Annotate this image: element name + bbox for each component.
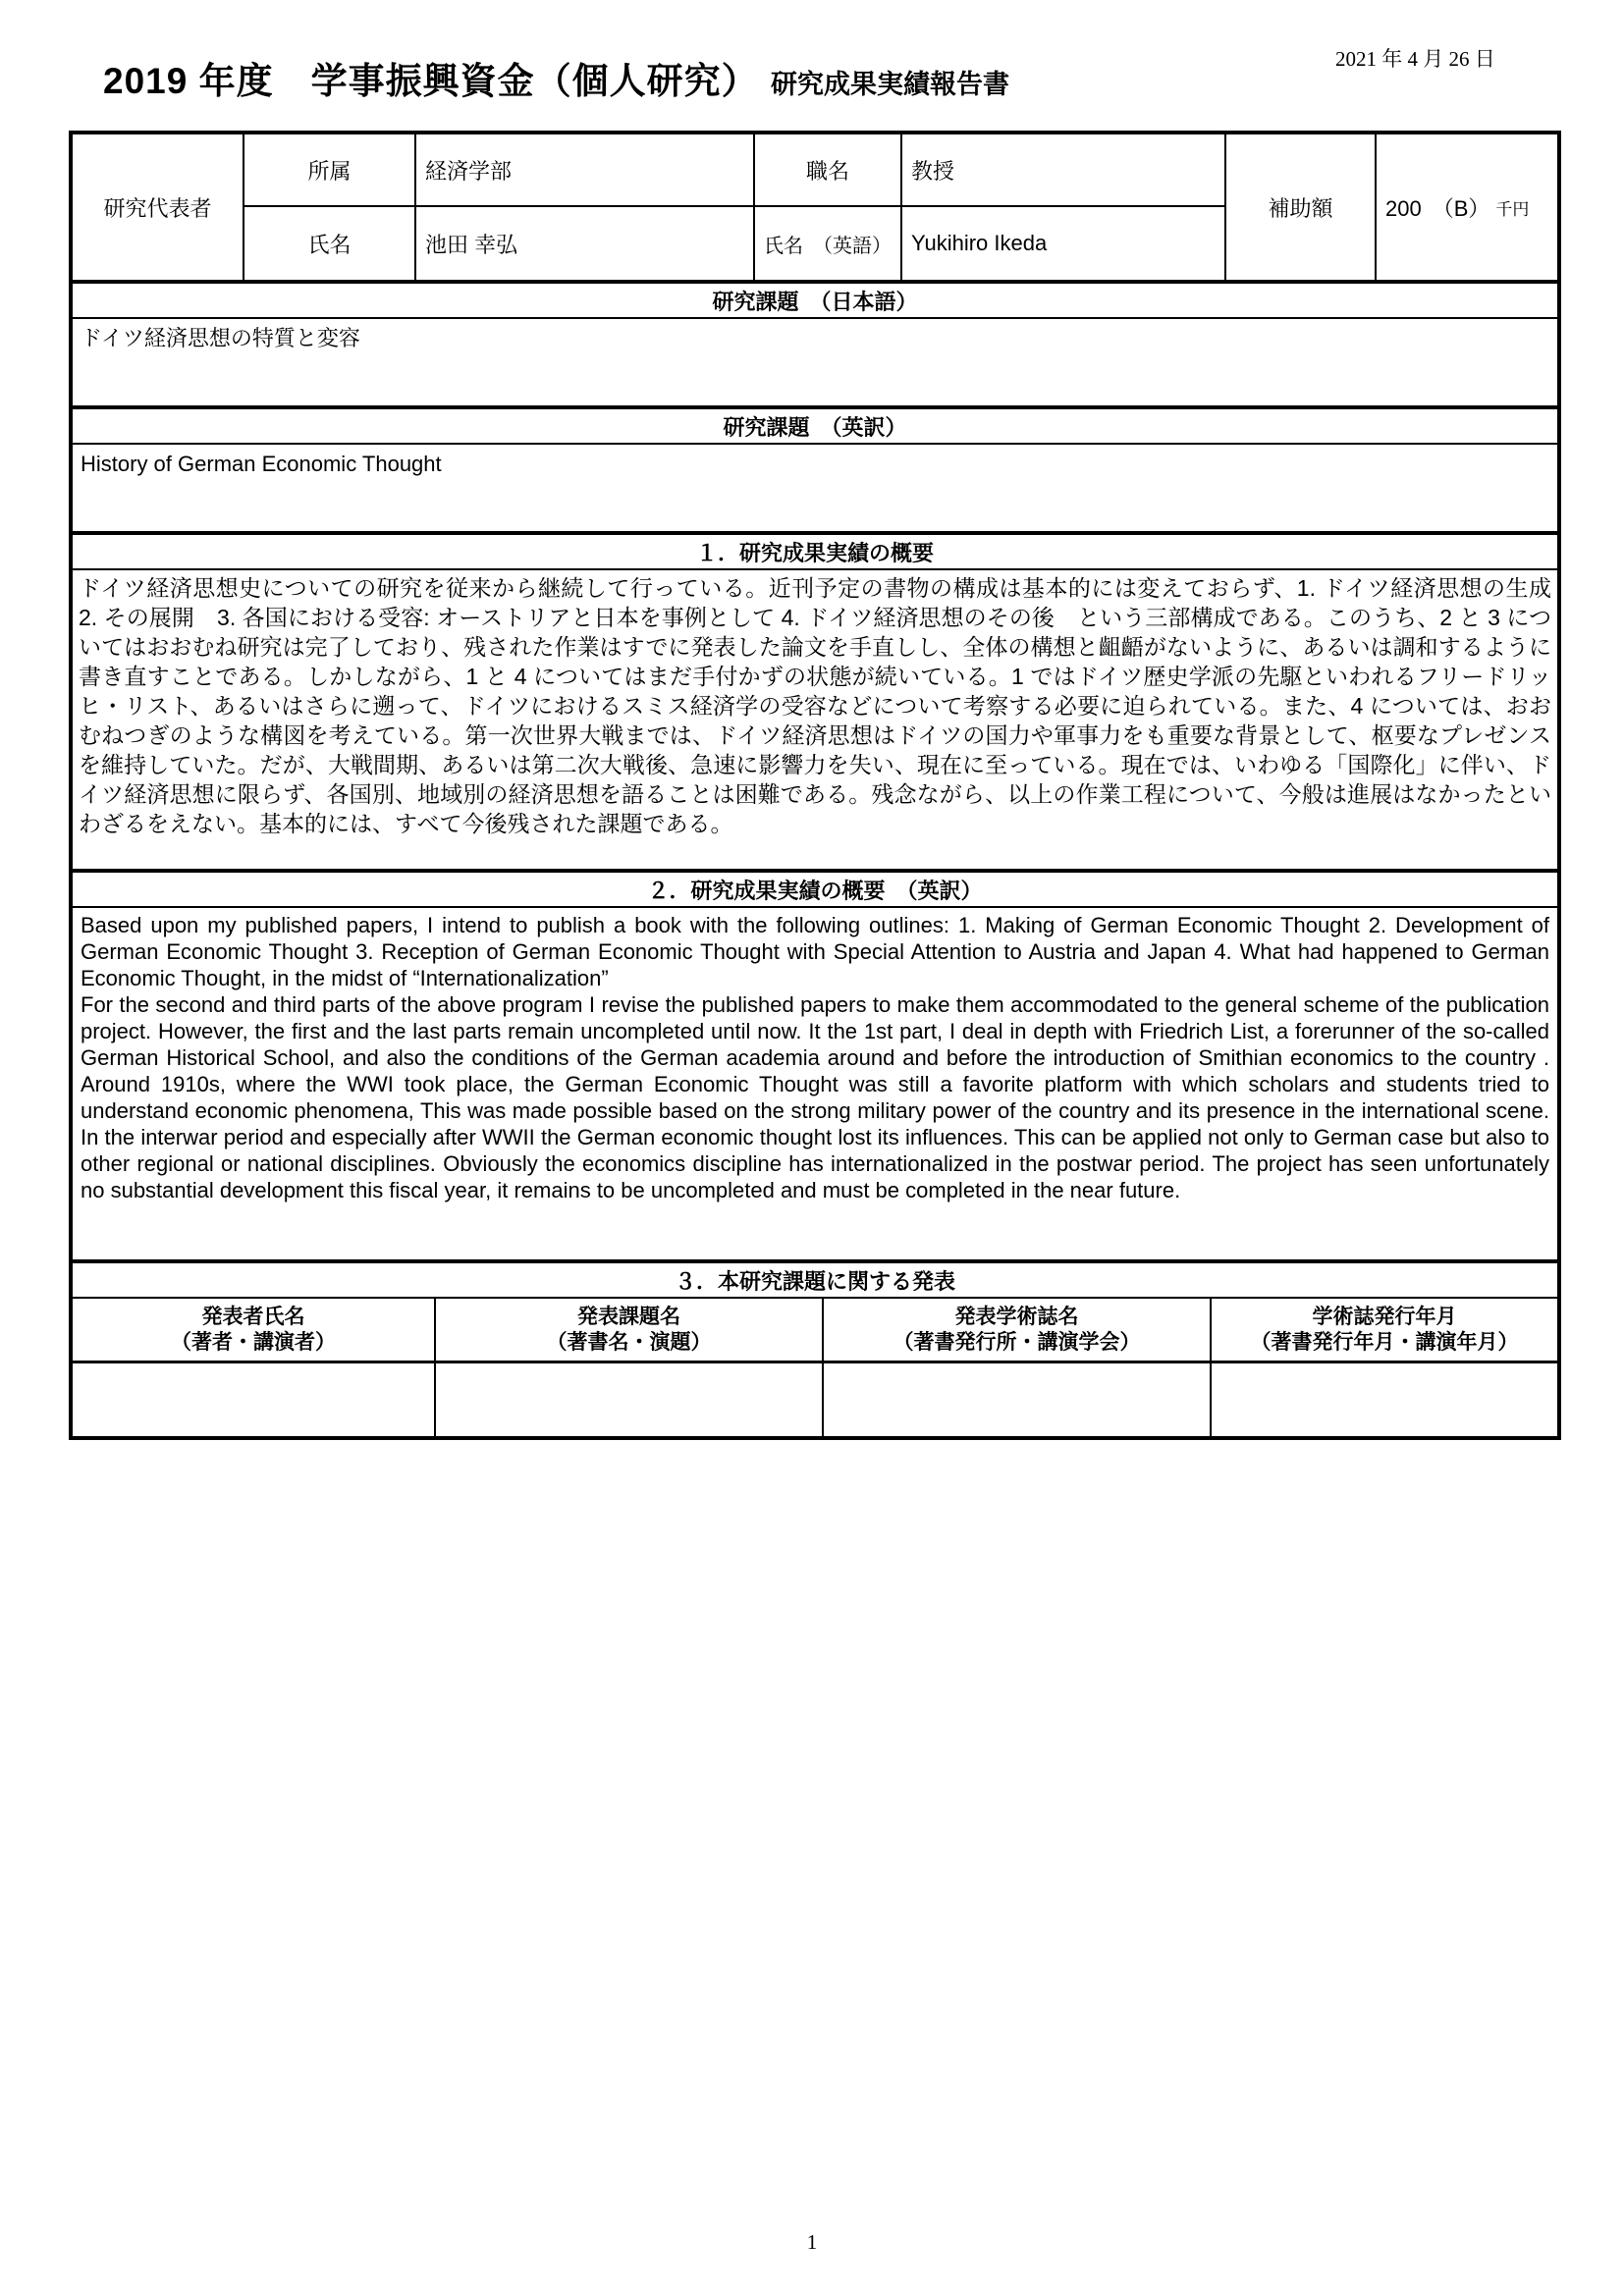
section2-body — [73, 908, 1557, 1259]
pub-row-date-cell — [1212, 1363, 1557, 1436]
pub-row-title-cell — [436, 1363, 824, 1436]
pub-col-author-header — [73, 1299, 436, 1363]
page-subtitle: 研究成果実績報告書 — [771, 70, 1010, 99]
researcher-info-grid — [73, 134, 1557, 280]
page-title: 2019 年度 学事振興資金（個人研究） — [103, 61, 759, 101]
pub-col-author-line2: （著者・講演者） — [171, 1330, 336, 1354]
section1-body: ドイツ経済思想史についての研究を従来から継続して行っている。近刊予定の書物の構成は基本的には変えておらず、1. ドイツ経済思想の生成 2. その展開 3. 各国における受容: オーストリアと日本を事例として 4. ドイツ経済思想のその後 という三部構成である。このうち、2 と 3 についてはおおむね研究は完了しており、残された作業はすでに発表した論文を手直しし、全体の構想と齟齬がないように、あるいは調和するように書き直すことである。しかしながら、1 と 4 についてはまだ手付かずの状態が続いている。1 ではドイツ歴史学派の先駆といわれるフリードリッヒ・リスト、あるいはさらに遡って、ドイツにおけるスミス経済学の受容などについて考察する必要に迫られている。また、4 については、おおむねつぎのような構図を考えている。第一次世界大戦までは、ドイツ経済思想はドイツの国力や軍事力をも重要な背景として、枢要なプレゼンスを維持していた。だが、大戦間期、あるいは第二次大戦後、急速に影響力を失い、現在に至っている。現在では、いわゆる「国際化」に伴い、ドイツ経済思想に限らず、各国別、地域別の経済思想を語ることは困難である。残念ながら、以上の作業工程について、今般は進展はなかったといわざるをえない。基本的には、すべて今後残された課題である。 — [79, 575, 1574, 836]
pub-col-journal-line2: （著書発行所・講演学会） — [893, 1330, 1141, 1354]
section2-paragraph-1: Based upon my published papers, I intend to publish a book with the following outlines: 1. Making of German Economic Thought 2. Development of German Economic Thought 3. Reception of German Economic Thought with Special Attention to Austria and Japan 4. What had happened to German Economic Thought, in the midst of “Internationalization” — [81, 913, 1549, 990]
subsidy-value — [1377, 134, 1557, 280]
section2-paragraph-2: For the second and third parts of the above program I revise the published papers to make them accommodated to the general scheme of the publication project. However, the first and the last parts remain uncompleted until now. It the 1st part, I deal in depth with Friedrich List, a forerunner of the so-called German Historical School, and also the conditions of the German academia around and before the introduction of Smithian economics to the country . Around 1910s, where the WWI took place, the German Economic Thought was still a favorite platform with which scholars and students tried to understand economic phenomena, This was made possible based on the strong military power of the country and its presence in the international scene. In the interwar period and especially after WWII the German economic thought lost its influences. This can be applied not only to German case but also to other regional or national disciplines. Obviously the economics discipline has internationalized in the postwar period. The project has seen unfortunately no substantial development this fiscal year, it remains to be uncompleted and must be completed in the near future. — [81, 992, 1549, 1202]
pub-col-journal-line1: 発表学術誌名 — [954, 1305, 1079, 1328]
name-value: 池田 幸弘 — [416, 207, 755, 280]
pub-row-author-cell — [73, 1363, 436, 1436]
position-label: 職名 — [755, 134, 902, 207]
pub-col-title-line2: （著書名・演題） — [546, 1330, 712, 1354]
subsidy-unit: 千円 — [1495, 199, 1530, 219]
pub-col-date-header — [1212, 1299, 1557, 1363]
affiliation-label: 所属 — [244, 134, 416, 207]
pub-col-title-line1: 発表課題名 — [577, 1305, 680, 1328]
pub-col-date-line2: （著書発行年月・講演年月） — [1250, 1330, 1519, 1354]
page-number: 1 — [806, 2230, 818, 2254]
name-label: 氏名 — [244, 207, 416, 280]
pub-col-date-line1: 学術誌発行年月 — [1312, 1305, 1457, 1328]
section1-header: １．研究成果実績の概要 — [73, 531, 1557, 570]
name-en-value: Yukihiro Ikeda — [902, 207, 1226, 280]
position-value: 教授 — [902, 134, 1226, 207]
research-title-en-value: History of German Economic Thought — [81, 452, 442, 476]
research-title-ja-header: 研究課題 （日本語） — [73, 280, 1557, 319]
researcher-label: 研究代表者 — [73, 134, 244, 280]
pub-col-author-line1: 発表者氏名 — [201, 1305, 305, 1328]
research-title-ja-value: ドイツ経済思想の特質と変容 — [81, 326, 360, 350]
research-title-en-header: 研究課題 （英訳） — [73, 405, 1557, 445]
publications-table — [73, 1299, 1557, 1436]
report-table — [69, 131, 1574, 1440]
section3-header: ３．本研究課題に関する発表 — [73, 1259, 1557, 1299]
pub-row-journal-cell — [824, 1363, 1212, 1436]
section2-header: ２．研究成果実績の概要 （英訳） — [73, 869, 1557, 908]
affiliation-value: 経済学部 — [416, 134, 755, 207]
subsidy-amount: 200 （B） — [1385, 195, 1490, 221]
subsidy-label: 補助額 — [1226, 134, 1377, 280]
report-date: 2021 年 4 月 26 日 — [1335, 47, 1495, 71]
name-en-label: 氏名 （英語） — [755, 207, 902, 280]
pub-col-journal-header — [824, 1299, 1212, 1363]
pub-col-title-header — [436, 1299, 824, 1363]
